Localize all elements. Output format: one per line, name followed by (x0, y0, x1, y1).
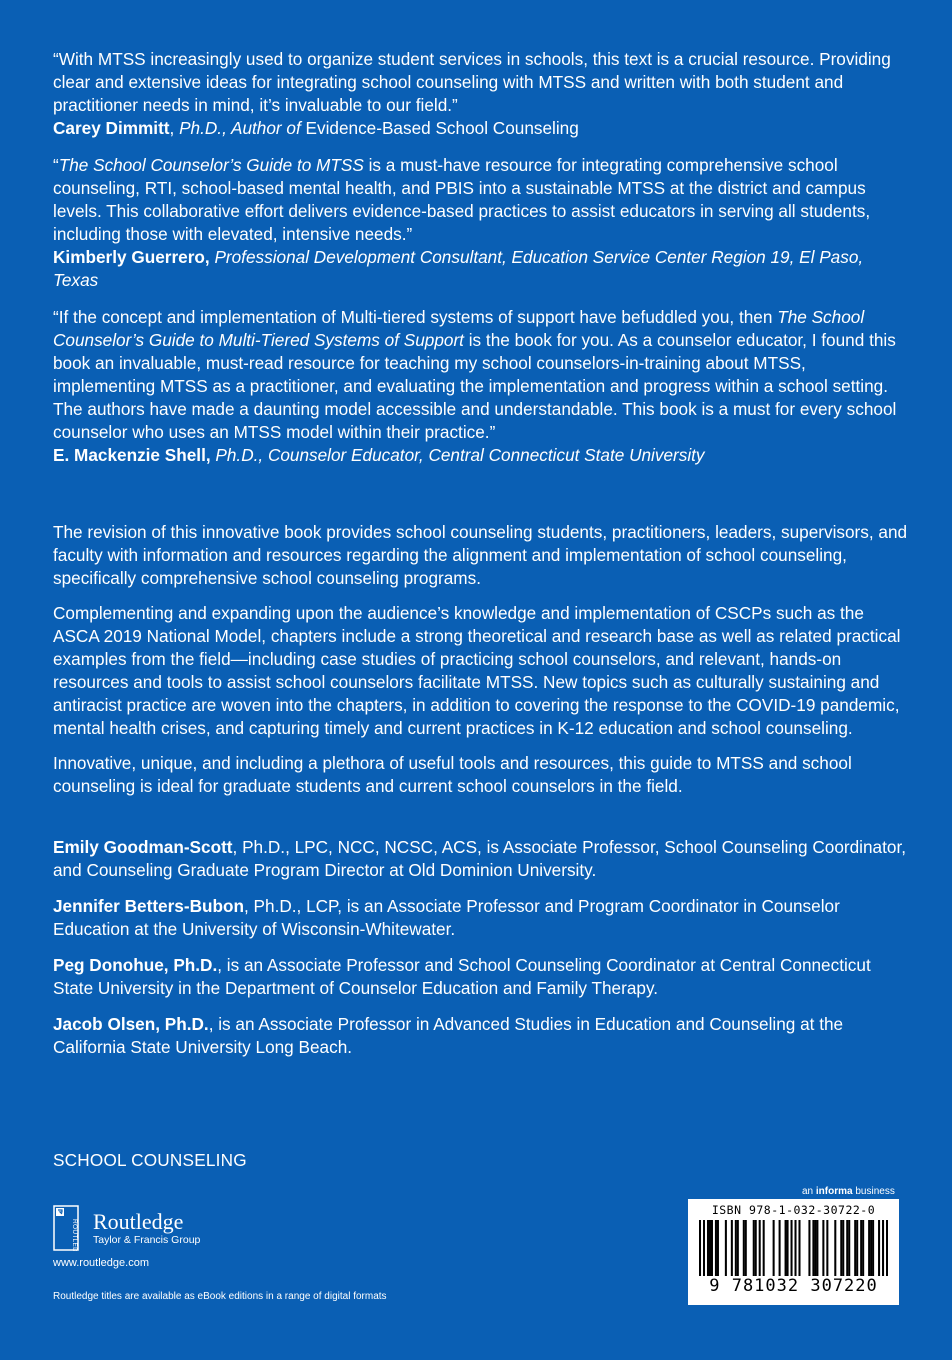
author-bio: Peg Donohue, Ph.D., is an Associate Professor and School Counseling Coordinator at Central Connecticut State University in the Department of Counselor Education and Family Therapy. (53, 955, 871, 998)
author-name: Peg Donohue, Ph.D. (53, 955, 218, 975)
isbn-label: ISBN 978-1-032-30722-0 (711, 1203, 876, 1217)
endorsement-2: “The School Counselor’s Guide to MTSS is a must-have resource for integrating comprehensive school counseling, RTI, school-based mental health, and PBIS into a sustainable MTSS at the district and campus levels. This collaborative effort delivers evidence-based practices to assist educators in serving all students, including those with elevated, intensive needs.” Kimberly Guerrero, Professional Development Consultant, Education Service Center Region 19, El Paso, Texas (53, 155, 871, 290)
subject-category: SCHOOL COUNSELING (53, 1150, 247, 1170)
barcode-bar (787, 1220, 789, 1276)
isbn-barcode (688, 1199, 899, 1305)
barcode-bar (753, 1220, 755, 1276)
barcode-bar (779, 1220, 781, 1276)
barcode-bar (745, 1220, 747, 1276)
barcode-bar (878, 1220, 880, 1276)
barcode-bar (763, 1220, 765, 1276)
barcode-bar (717, 1220, 719, 1276)
barcode-bar (755, 1220, 757, 1276)
logo-vertical-text: ROUTLEDGE (71, 1219, 78, 1251)
barcode-bar (737, 1220, 739, 1276)
endorsement-1: “With MTSS increasingly used to organize student services in schools, this text is a crucial resource. Providing clear and extensive ideas for integrating school counseling with MTSS and written with both student and practitioner needs in mind, it’s invaluable to our field.” Carey Dimmitt, Ph.D., Author of Evidence-Based School Counseling (53, 49, 891, 138)
description-paragraph: Complementing and expanding upon the audience’s knowledge and implementation of CSCPs such as the ASCA 2019 National Model, chapters include a strong theoretical and research base as well as related practical examples from the field—including case studies of practicing school counselors, and relevant, hands-on resources and tools to assist school counselors facilitate MTSS. New topics such as culturally sustaining and antiracist practice are woven into the chapters, in addition to covering the response to the COVID-19 pandemic, mental health crises, and capturing timely and current practices in K-12 education and school counseling. (53, 603, 901, 738)
publisher-url[interactable]: www.routledge.com (53, 1257, 149, 1269)
book-title: The School Counselor’s Guide to Multi-Tiered Systems of Support (53, 307, 865, 350)
publisher-name: Routledge (93, 1209, 184, 1234)
informa-business: an informa business (802, 1186, 895, 1197)
barcode-bar (707, 1220, 709, 1276)
barcode-bars (699, 1220, 888, 1278)
barcode-bar (808, 1220, 810, 1276)
author-name: Jennifer Betters-Bubon (53, 896, 244, 916)
publisher-logo (53, 1205, 200, 1251)
barcode-bar (773, 1220, 775, 1276)
barcode-bar (812, 1220, 814, 1276)
endorsement-3: “If the concept and implementation of Multi-tiered systems of support have befuddled you, then The School Counselor’s Guide to Multi-Tiered Systems of Support is the book for you. As a counselor educator, I found this book an invaluable, must-read resource for teaching my school counselors-in-training about MTSS, implementing MTSS as a practitioner, and evaluating the implementation and progress within a school setting. The authors have made a daunting model accessible and understandable. This book is a must for every school counselor who uses an MTSS model within their practice.” E. Mackenzie Shell, Ph.D., Counselor Educator, Central Connecticut State University (53, 307, 897, 465)
barcode-bar (743, 1220, 745, 1276)
description-paragraph: The revision of this innovative book provides school counseling students, practitioners, leaders, supervisors, and faculty with information and resources regarding the alignment and implementation of school counseling, specifically comprehensive school counseling programs. (53, 522, 908, 588)
barcode-bar (735, 1220, 737, 1276)
barcode-bar (709, 1220, 711, 1276)
barcode-bar (715, 1220, 717, 1276)
publisher-group: Taylor & Francis Group (93, 1234, 201, 1246)
barcode-bar (814, 1220, 816, 1276)
endorser-name: Kimberly Guerrero, (53, 247, 210, 267)
barcode-bar (816, 1220, 818, 1276)
book-title: The School Counselor’s Guide to MTSS (58, 155, 364, 175)
barcode-bar (854, 1220, 856, 1276)
barcode-bar (834, 1220, 836, 1276)
author-bio: Emily Goodman-Scott, Ph.D., LPC, NCC, NCSC, ACS, is Associate Professor, School Counseling Coordinator, and Counseling Graduate Program Director at Old Dominion University. (53, 837, 906, 880)
barcode-bar (699, 1220, 701, 1276)
barcode-bar (794, 1220, 796, 1276)
author-name: Emily Goodman-Scott (53, 837, 233, 857)
endorser-name: Carey Dimmitt (53, 118, 170, 138)
barcode-bar (822, 1220, 824, 1276)
barcode-bar (798, 1220, 800, 1276)
back-cover-content (53, 48, 908, 1072)
description-paragraph: Innovative, unique, and including a plethora of useful tools and resources, this guide to MTSS and school counseling is ideal for graduate students and current school counselors in the field. (53, 753, 852, 796)
barcode-bar (791, 1220, 793, 1276)
barcode-bar (842, 1220, 844, 1276)
barcode-bar (785, 1220, 787, 1276)
barcode-bar (862, 1220, 864, 1276)
barcode-bar (711, 1220, 713, 1276)
author-bio: Jacob Olsen, Ph.D., is an Associate Professor in Advanced Studies in Education and Counseling at the California State University Long Beach. (53, 1014, 844, 1057)
barcode-bar (860, 1220, 862, 1276)
barcode-bar (872, 1220, 874, 1276)
barcode-bar (731, 1220, 733, 1276)
routledge-logo-icon (53, 1205, 87, 1251)
barcode-bar (868, 1220, 870, 1276)
endorser-name: E. Mackenzie Shell, (53, 445, 211, 465)
barcode-bar (882, 1220, 884, 1276)
barcode-bar (703, 1220, 705, 1276)
barcode-bar (826, 1220, 828, 1276)
barcode-bar (856, 1220, 858, 1276)
author-bio: Jennifer Betters-Bubon, Ph.D., LCP, is an Associate Professor and Program Coordinator in Counselor Education at the University of Wisconsin-Whitewater. (53, 896, 840, 939)
barcode-digits: 9 781032 307220 (709, 1276, 878, 1296)
barcode-bar (840, 1220, 842, 1276)
barcode-bar (848, 1220, 850, 1276)
author-name: Jacob Olsen, Ph.D. (53, 1014, 209, 1034)
ebook-note: Routledge titles are available as eBook editions in a range of digital formats (53, 1291, 387, 1302)
barcode-bar (870, 1220, 872, 1276)
barcode-bar (725, 1220, 727, 1276)
barcode-bar (759, 1220, 761, 1276)
barcode-bar (886, 1220, 888, 1276)
barcode-bar (846, 1220, 848, 1276)
